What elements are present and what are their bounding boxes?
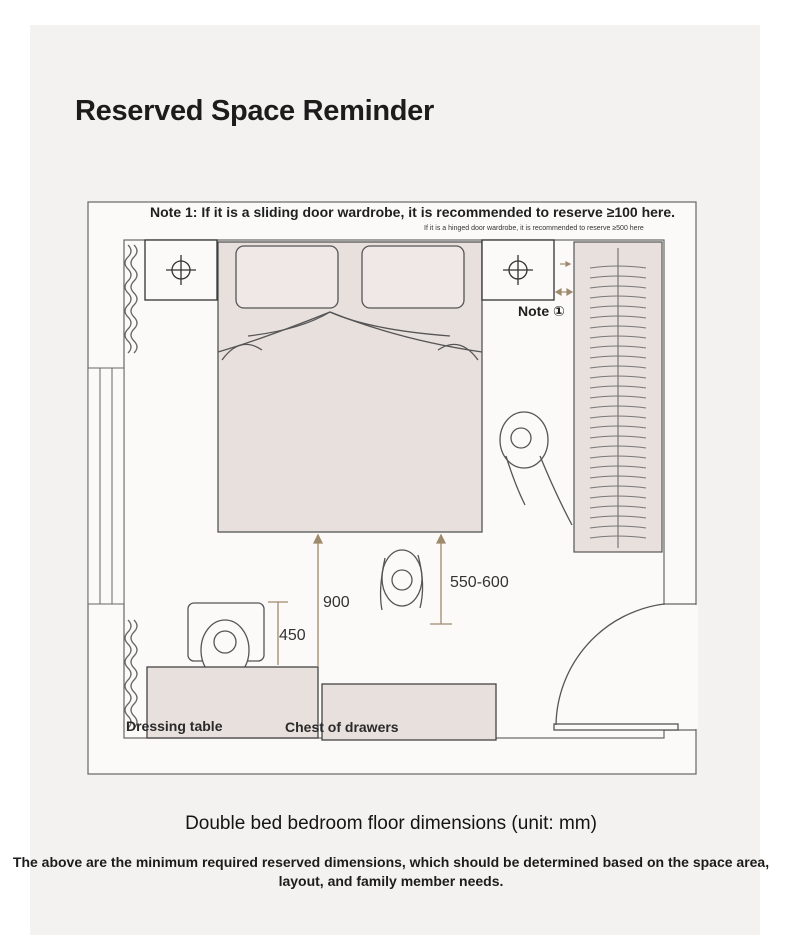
door-opening [663,605,698,729]
dimension-450-label: 450 [279,627,306,644]
plan-description: The above are the minimum required reserved dimensions, which should be determined based on the space area, layout, and family member needs. [12,854,770,889]
dimension-550-600-label: 550-600 [450,574,509,591]
page-title: Reserved Space Reminder [75,95,434,127]
note-1-subtext: If it is a hinged door wardrobe, it is recommended to reserve ≥500 here [424,225,644,232]
note-1-text: Note 1: If it is a sliding door wardrobe, it is recommended to reserve ≥100 here. [150,204,676,220]
dressing-table-label: Dressing table [126,718,223,734]
chest-of-drawers-label: Chest of drawers [285,719,399,735]
nightstand-left [145,240,217,300]
note-marker-label: Note ① [518,303,565,319]
dimension-900-label: 900 [323,594,350,611]
window [88,368,124,604]
double-bed [218,242,482,532]
nightstand-right [482,240,554,300]
plan-caption: Double bed bedroom floor dimensions (unit: mm) [185,813,597,834]
